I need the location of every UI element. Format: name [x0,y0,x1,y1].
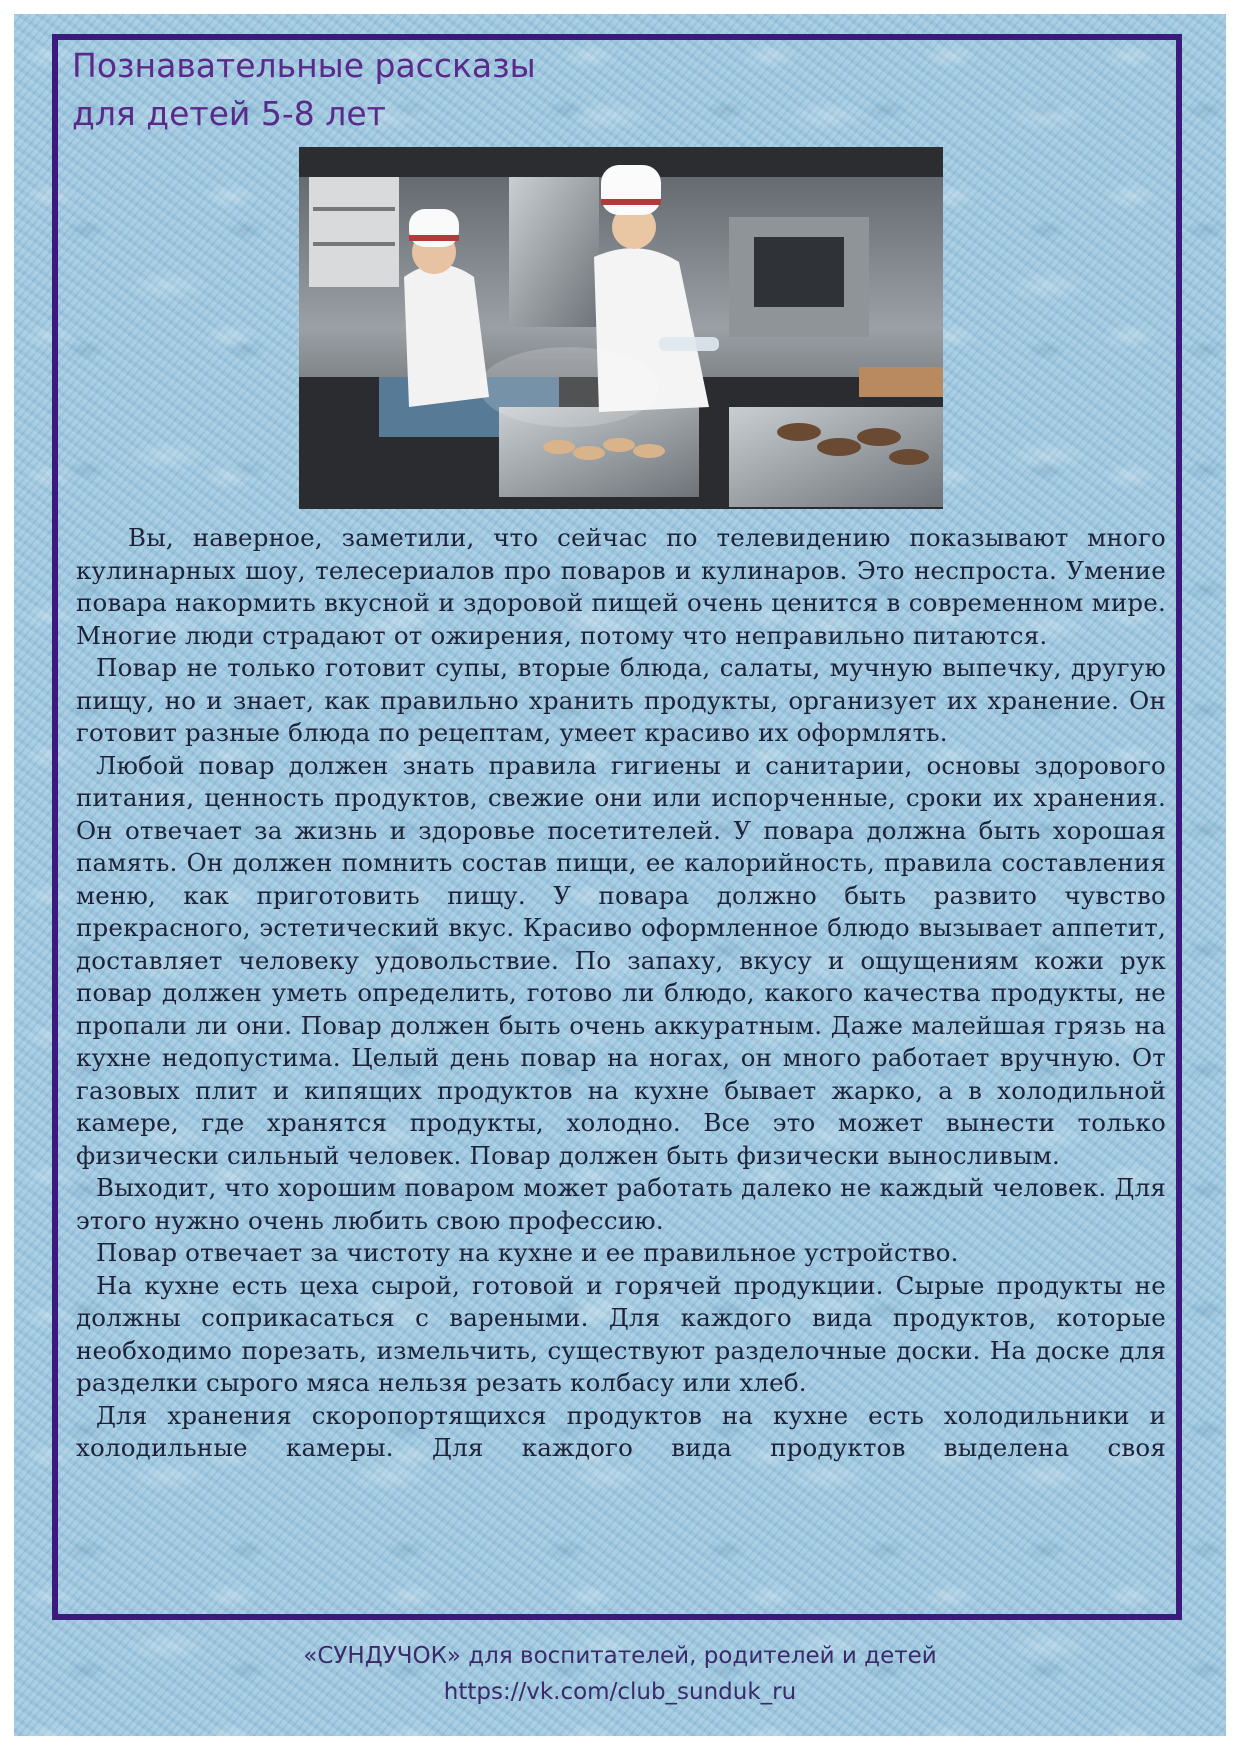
paragraph-4: Выходит, что хорошим поваром может работать далеко не каждый человек. Для этого нужно очень любить свою профессию. [76,1173,1166,1235]
title-line-2: для детей 5-8 лет [72,94,386,133]
paragraph-6: На кухне есть цеха сырой, готовой и горячей продукции. Сырые продукты не должны соприкасаться с вареными. Для каждого вида продуктов, которые необходимо порезать, измельчить, существуют разделочные доски. На доске для разделки сырого мяса нельзя резать колбасу или хлеб. [76,1270,1166,1397]
footer-link[interactable]: https://vk.com/club_sunduk_ru [443,1679,797,1705]
title-line-1: Познавательные рассказы [72,46,536,85]
paragraph-7: Для хранения скоропортящихся продуктов на кухне есть холодильники и холодильные камеры. Для каждого вида продуктов выделена своя [76,1400,1166,1462]
page-title [72,42,536,138]
paragraph-2: Повар не только готовит супы, вторые блюда, салаты, мучную выпечку, другую пищу, но и знает, как правильно хранить продукты, организует их хранение. Он готовит разные блюда по рецептам, умеет красиво их оформлять. [76,653,1166,747]
paragraph-5: Повар отвечает за чистоту на кухне и ее правильное устройство. [96,1238,959,1267]
footer-title: «СУНДУЧОК» для воспитателей, родителей и детей [303,1643,937,1669]
paragraph-1: Вы, наверное, заметили, что сейчас по телевидению показывают много кулинарных шоу, телесериалов про поваров и кулинаров. Это неспроста. Умение повара накормить вкусной и здоровой пищей очень ценится в современном мире. Многие люди страдают от ожирения, потому что неправильно питаются. [76,523,1166,650]
paragraph-3: Любой повар должен знать правила гигиены и санитарии, основы здорового питания, ценность продуктов, свежие они или испорченные, сроки их хранения. Он отвечает за жизнь и здоровье посетителей. У повара должна быть хорошая память. Он должен помнить состав пищи, ее калорийность, правила составления меню, как приготовить пищу. У повара должно быть развито чувство прекрасного, эстетический вкус. Красиво оформленное блюдо вызывает аппетит, доставляет человеку удовольствие. По запаху, вкусу и ощущениям кожи рук повар должен уметь определить, готово ли блюдо, какого качества продукты, не пропали ли они. Повар должен быть очень аккуратным. Даже малейшая грязь на кухне недопустима. Целый день повар на ногах, он много работает вручную. От газовых плит и кипящих продуктов на кухне бывает жарко, а в холодильной камере, где хранятся продукты, холодно. Все это может вынести только физически сильный человек. Повар должен быть физически выносливым. [76,750,1166,1170]
chefs-kitchen-photo [299,147,943,509]
story-text [76,522,1166,1465]
